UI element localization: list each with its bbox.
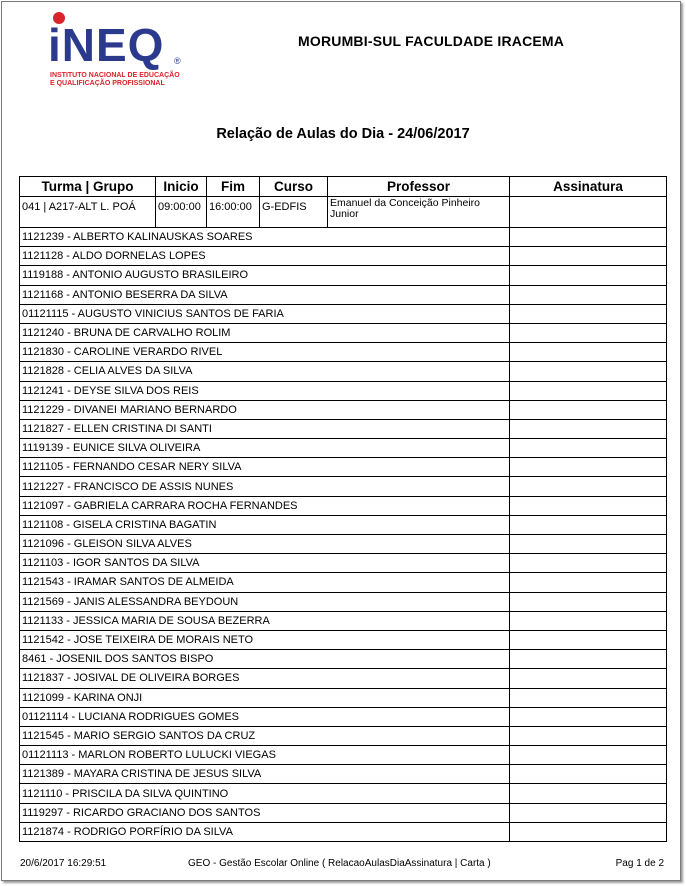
student-name: 1121097 - GABRIELA CARRARA ROCHA FERNANDES	[20, 496, 510, 515]
col-header-fim: Fim	[207, 177, 260, 197]
signature-cell[interactable]	[510, 746, 667, 765]
student-row	[20, 496, 667, 515]
signature-cell[interactable]	[510, 419, 667, 438]
institution-name: MORUMBI-SUL FACULDADE IRACEMA	[298, 33, 565, 49]
student-name: 1121103 - IGOR SANTOS DA SILVA	[20, 554, 510, 573]
student-row	[20, 611, 667, 630]
report-title: Relação de Aulas do Dia - 24/06/2017	[216, 126, 470, 142]
student-row	[20, 573, 667, 592]
student-row	[20, 343, 667, 362]
student-name: 1121108 - GISELA CRISTINA BAGATIN	[20, 515, 510, 534]
student-row	[20, 477, 667, 496]
footer-timestamp: 20/6/2017 16:29:51	[20, 858, 107, 869]
student-name: 1121389 - MAYARA CRISTINA DE JESUS SILVA	[20, 765, 510, 784]
student-name: 1121096 - GLEISON SILVA ALVES	[20, 535, 510, 554]
student-name: 1121229 - DIVANEI MARIANO BERNARDO	[20, 400, 510, 419]
student-name: 1121133 - JESSICA MARIA DE SOUSA BEZERRA	[20, 611, 510, 630]
signature-cell[interactable]	[510, 611, 667, 630]
lesson-professor: Emanuel da Conceição Pinheiro Junior	[328, 197, 510, 228]
student-name: 1119297 - RICARDO GRACIANO DOS SANTOS	[20, 803, 510, 822]
student-name: 1121830 - CAROLINE VERARDO RIVEL	[20, 343, 510, 362]
logo-registered-mark: ®	[174, 56, 181, 66]
student-name: 1121168 - ANTONIO BESERRA DA SILVA	[20, 285, 510, 304]
student-row	[20, 458, 667, 477]
lesson-row	[20, 197, 667, 228]
signature-cell[interactable]	[510, 822, 667, 841]
student-name: 01121115 - AUGUSTO VINICIUS SANTOS DE FARIA	[20, 304, 510, 323]
student-row	[20, 726, 667, 745]
lesson-turma: 041 | A217-ALT L. POÁ	[20, 197, 156, 228]
signature-cell[interactable]	[510, 535, 667, 554]
student-row	[20, 784, 667, 803]
student-name: 1121241 - DEYSE SILVA DOS REIS	[20, 381, 510, 400]
table-header-row	[20, 177, 667, 197]
student-name: 1119188 - ANTONIO AUGUSTO BRASILEIRO	[20, 266, 510, 285]
student-name: 1121240 - BRUNA DE CARVALHO ROLIM	[20, 323, 510, 342]
col-header-turma: Turma | Grupo	[20, 177, 156, 197]
lesson-curso: G-EDFIS	[260, 197, 328, 228]
signature-cell[interactable]	[510, 228, 667, 247]
signature-cell[interactable]	[510, 343, 667, 362]
student-name: 1121105 - FERNANDO CESAR NERY SILVA	[20, 458, 510, 477]
student-row	[20, 650, 667, 669]
student-name: 1119139 - EUNICE SILVA OLIVEIRA	[20, 439, 510, 458]
lesson-assinatura	[510, 197, 667, 228]
student-name: 1121110 - PRISCILA DA SILVA QUINTINO	[20, 784, 510, 803]
student-name: 8461 - JOSENIL DOS SANTOS BISPO	[20, 650, 510, 669]
signature-cell[interactable]	[510, 304, 667, 323]
signature-cell[interactable]	[510, 765, 667, 784]
signature-cell[interactable]	[510, 362, 667, 381]
signature-cell[interactable]	[510, 247, 667, 266]
student-name: 1121543 - IRAMAR SANTOS DE ALMEIDA	[20, 573, 510, 592]
student-row	[20, 592, 667, 611]
col-header-inicio: Inicio	[156, 177, 207, 197]
ineq-logo	[48, 10, 188, 92]
student-name: 1121099 - KARINA ONJI	[20, 688, 510, 707]
signature-cell[interactable]	[510, 554, 667, 573]
signature-cell[interactable]	[510, 688, 667, 707]
student-row	[20, 746, 667, 765]
signature-cell[interactable]	[510, 650, 667, 669]
signature-cell[interactable]	[510, 573, 667, 592]
signature-cell[interactable]	[510, 515, 667, 534]
signature-cell[interactable]	[510, 400, 667, 419]
student-name: 1121874 - RODRIGO PORFÍRIO DA SILVA	[20, 822, 510, 841]
signature-cell[interactable]	[510, 266, 667, 285]
signature-cell[interactable]	[510, 803, 667, 822]
logo-wordmark: iNEQ	[48, 19, 165, 71]
student-row	[20, 362, 667, 381]
student-name: 1121128 - ALDO DORNELAS LOPES	[20, 247, 510, 266]
student-row	[20, 688, 667, 707]
student-name: 1121545 - MARIO SERGIO SANTOS DA CRUZ	[20, 726, 510, 745]
logo-subtitle: INSTITUTO NACIONAL DE EDUCAÇÃO E QUALIFICAÇÃO PROFISSIONAL	[50, 72, 180, 87]
signature-cell[interactable]	[510, 784, 667, 803]
signature-cell[interactable]	[510, 669, 667, 688]
signature-cell[interactable]	[510, 707, 667, 726]
student-row	[20, 323, 667, 342]
signature-cell[interactable]	[510, 323, 667, 342]
student-row	[20, 381, 667, 400]
student-name: 1121837 - JOSIVAL DE OLIVEIRA BORGES	[20, 669, 510, 688]
footer-page-number: Pag 1 de 2	[615, 858, 664, 869]
student-row	[20, 535, 667, 554]
student-name: 1121569 - JANIS ALESSANDRA BEYDOUN	[20, 592, 510, 611]
signature-cell[interactable]	[510, 381, 667, 400]
student-name: 01121113 - MARLON ROBERTO LULUCKI VIEGAS	[20, 746, 510, 765]
student-row	[20, 266, 667, 285]
student-name: 1121227 - FRANCISCO DE ASSIS NUNES	[20, 477, 510, 496]
col-header-assinatura: Assinatura	[510, 177, 667, 197]
student-row	[20, 707, 667, 726]
student-row	[20, 439, 667, 458]
signature-cell[interactable]	[510, 630, 667, 649]
student-row	[20, 228, 667, 247]
student-name: 1121828 - CELIA ALVES DA SILVA	[20, 362, 510, 381]
lesson-fim: 16:00:00	[207, 197, 260, 228]
student-row	[20, 803, 667, 822]
signature-cell[interactable]	[510, 458, 667, 477]
lesson-inicio: 09:00:00	[156, 197, 207, 228]
col-header-professor: Professor	[328, 177, 510, 197]
signature-cell[interactable]	[510, 285, 667, 304]
student-row	[20, 400, 667, 419]
student-name: 1121542 - JOSE TEIXEIRA DE MORAIS NETO	[20, 630, 510, 649]
footer-system: GEO - Gestão Escolar Online ( RelacaoAulasDiaAssinatura | Carta )	[188, 858, 491, 869]
student-row	[20, 822, 667, 841]
col-header-curso: Curso	[260, 177, 328, 197]
student-row	[20, 285, 667, 304]
signature-cell[interactable]	[510, 592, 667, 611]
attendance-table	[19, 176, 667, 842]
student-name: 1121827 - ELLEN CRISTINA DI SANTI	[20, 419, 510, 438]
signature-cell[interactable]	[510, 496, 667, 515]
student-name: 1121239 - ALBERTO KALINAUSKAS SOARES	[20, 228, 510, 247]
student-row	[20, 304, 667, 323]
student-row	[20, 247, 667, 266]
student-row	[20, 630, 667, 649]
student-row	[20, 765, 667, 784]
signature-cell[interactable]	[510, 477, 667, 496]
student-row	[20, 669, 667, 688]
student-name: 01121114 - LUCIANA RODRIGUES GOMES	[20, 707, 510, 726]
student-row	[20, 419, 667, 438]
signature-cell[interactable]	[510, 726, 667, 745]
student-row	[20, 554, 667, 573]
signature-cell[interactable]	[510, 439, 667, 458]
student-row	[20, 515, 667, 534]
